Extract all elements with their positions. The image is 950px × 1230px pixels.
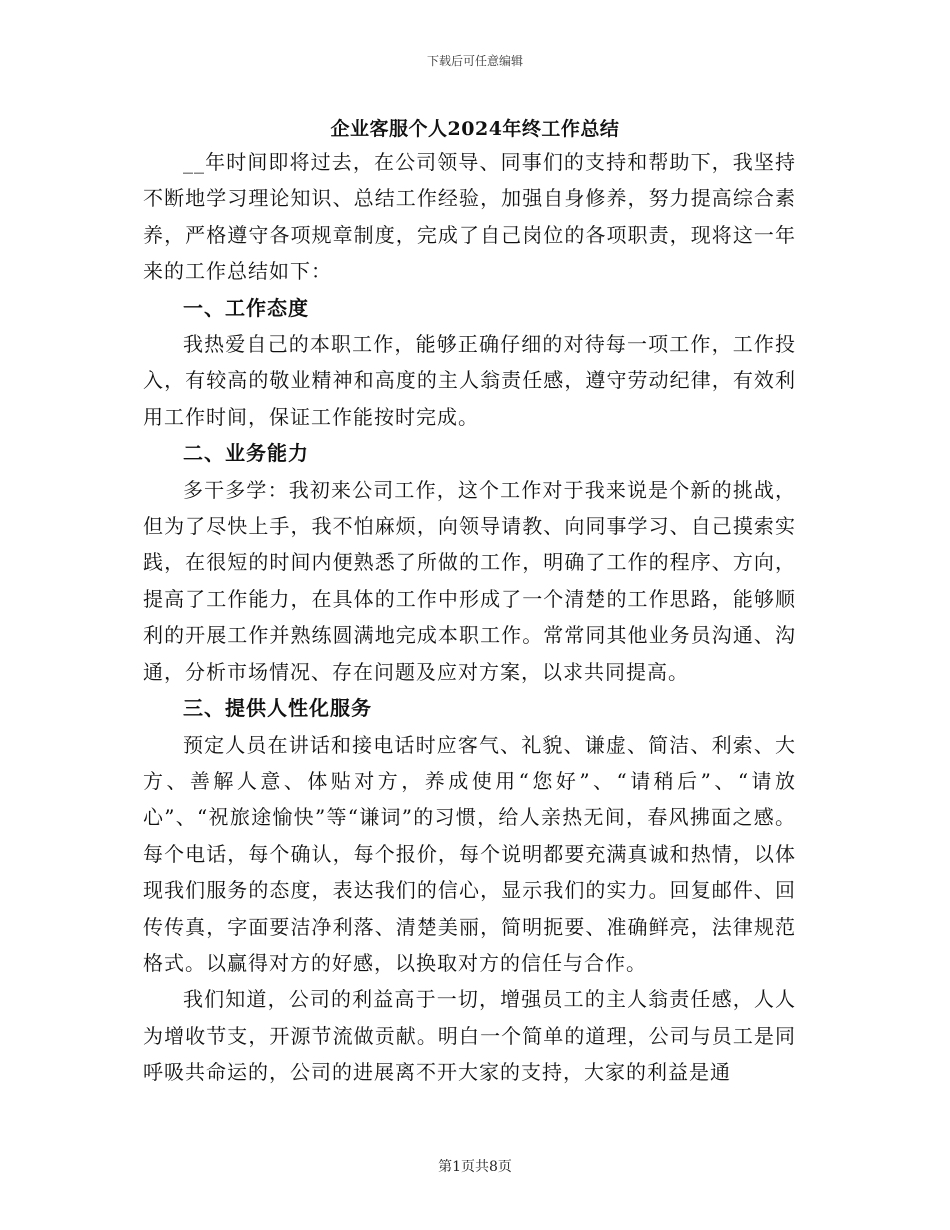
section-heading-work-attitude: 一、工作态度: [183, 295, 309, 320]
document-body: [143, 144, 796, 1091]
section-paragraph-personalized-service-2: 我们知道，公司的利益高于一切，增强员工的主人翁责任感，人人为增收节支，开源节流做贡献。明白一个简单的道理，公司与员工是同呼吸共命运的，公司的进展离不开大家的支持，大家的利益是通: [143, 987, 796, 1085]
section-heading-business-ability: 二、业务能力: [183, 441, 309, 466]
page-number-footer: 第1页共8页: [438, 1159, 512, 1175]
section-paragraph-business-ability: 多干多学：我初来公司工作，这个工作对于我来说是个新的挑战，但为了尽快上手，我不怕麻烦，向领导请教、向同事学习、自己摸索实践，在很短的时间内便熟悉了所做的工作，明确了工作的程序、方向，提高了工作能力，在具体的工作中形成了一个清楚的工作思路，能够顺利的开展工作并熟练圆满地完成本职工作。常常同其他业务员沟通、沟通，分析市场情况、存在问题及应对方案，以求共同提高。: [143, 477, 796, 684]
section-paragraph-personalized-service-1: 预定人员在讲话和接电话时应客气、礼貌、谦虚、简洁、利索、大方、善解人意、体贴对方，养成使用“您好”、“请稍后”、“请放心”、“祝旅途愉快”等“谦词”的习惯，给人亲热无间，春风拂面之感。每个电话，每个确认，每个报价，每个说明都要充满真诚和热情，以体现我们服务的态度，表达我们的信心，显示我们的实力。回复邮件、回传传真，字面要洁净利落、清楚美丽，简明扼要、准确鲜亮，法律规范格式。以赢得对方的好感，以换取对方的信任与合作。: [143, 732, 796, 975]
document-title: 企业客服个人2024年终工作总结: [330, 118, 620, 140]
section-heading-personalized-service: 三、提供人性化服务: [183, 696, 372, 721]
section-paragraph-work-attitude: 我热爱自己的本职工作，能够正确仔细的对待每一项工作，工作投入，有较高的敬业精神和高度的主人翁责任感，遵守劳动纪律，有效利用工作时间，保证工作能按时完成。: [143, 332, 796, 429]
intro-paragraph: __年时间即将过去，在公司领导、同事们的支持和帮助下，我坚持不断地学习理论知识、总结工作经验，加强自身修养，努力提高综合素养，严格遵守各项规章制度，完成了自己岗位的各项职责，现将这一年来的工作总结如下：: [143, 150, 796, 284]
page-header-note: 下载后可任意编辑: [426, 54, 523, 68]
